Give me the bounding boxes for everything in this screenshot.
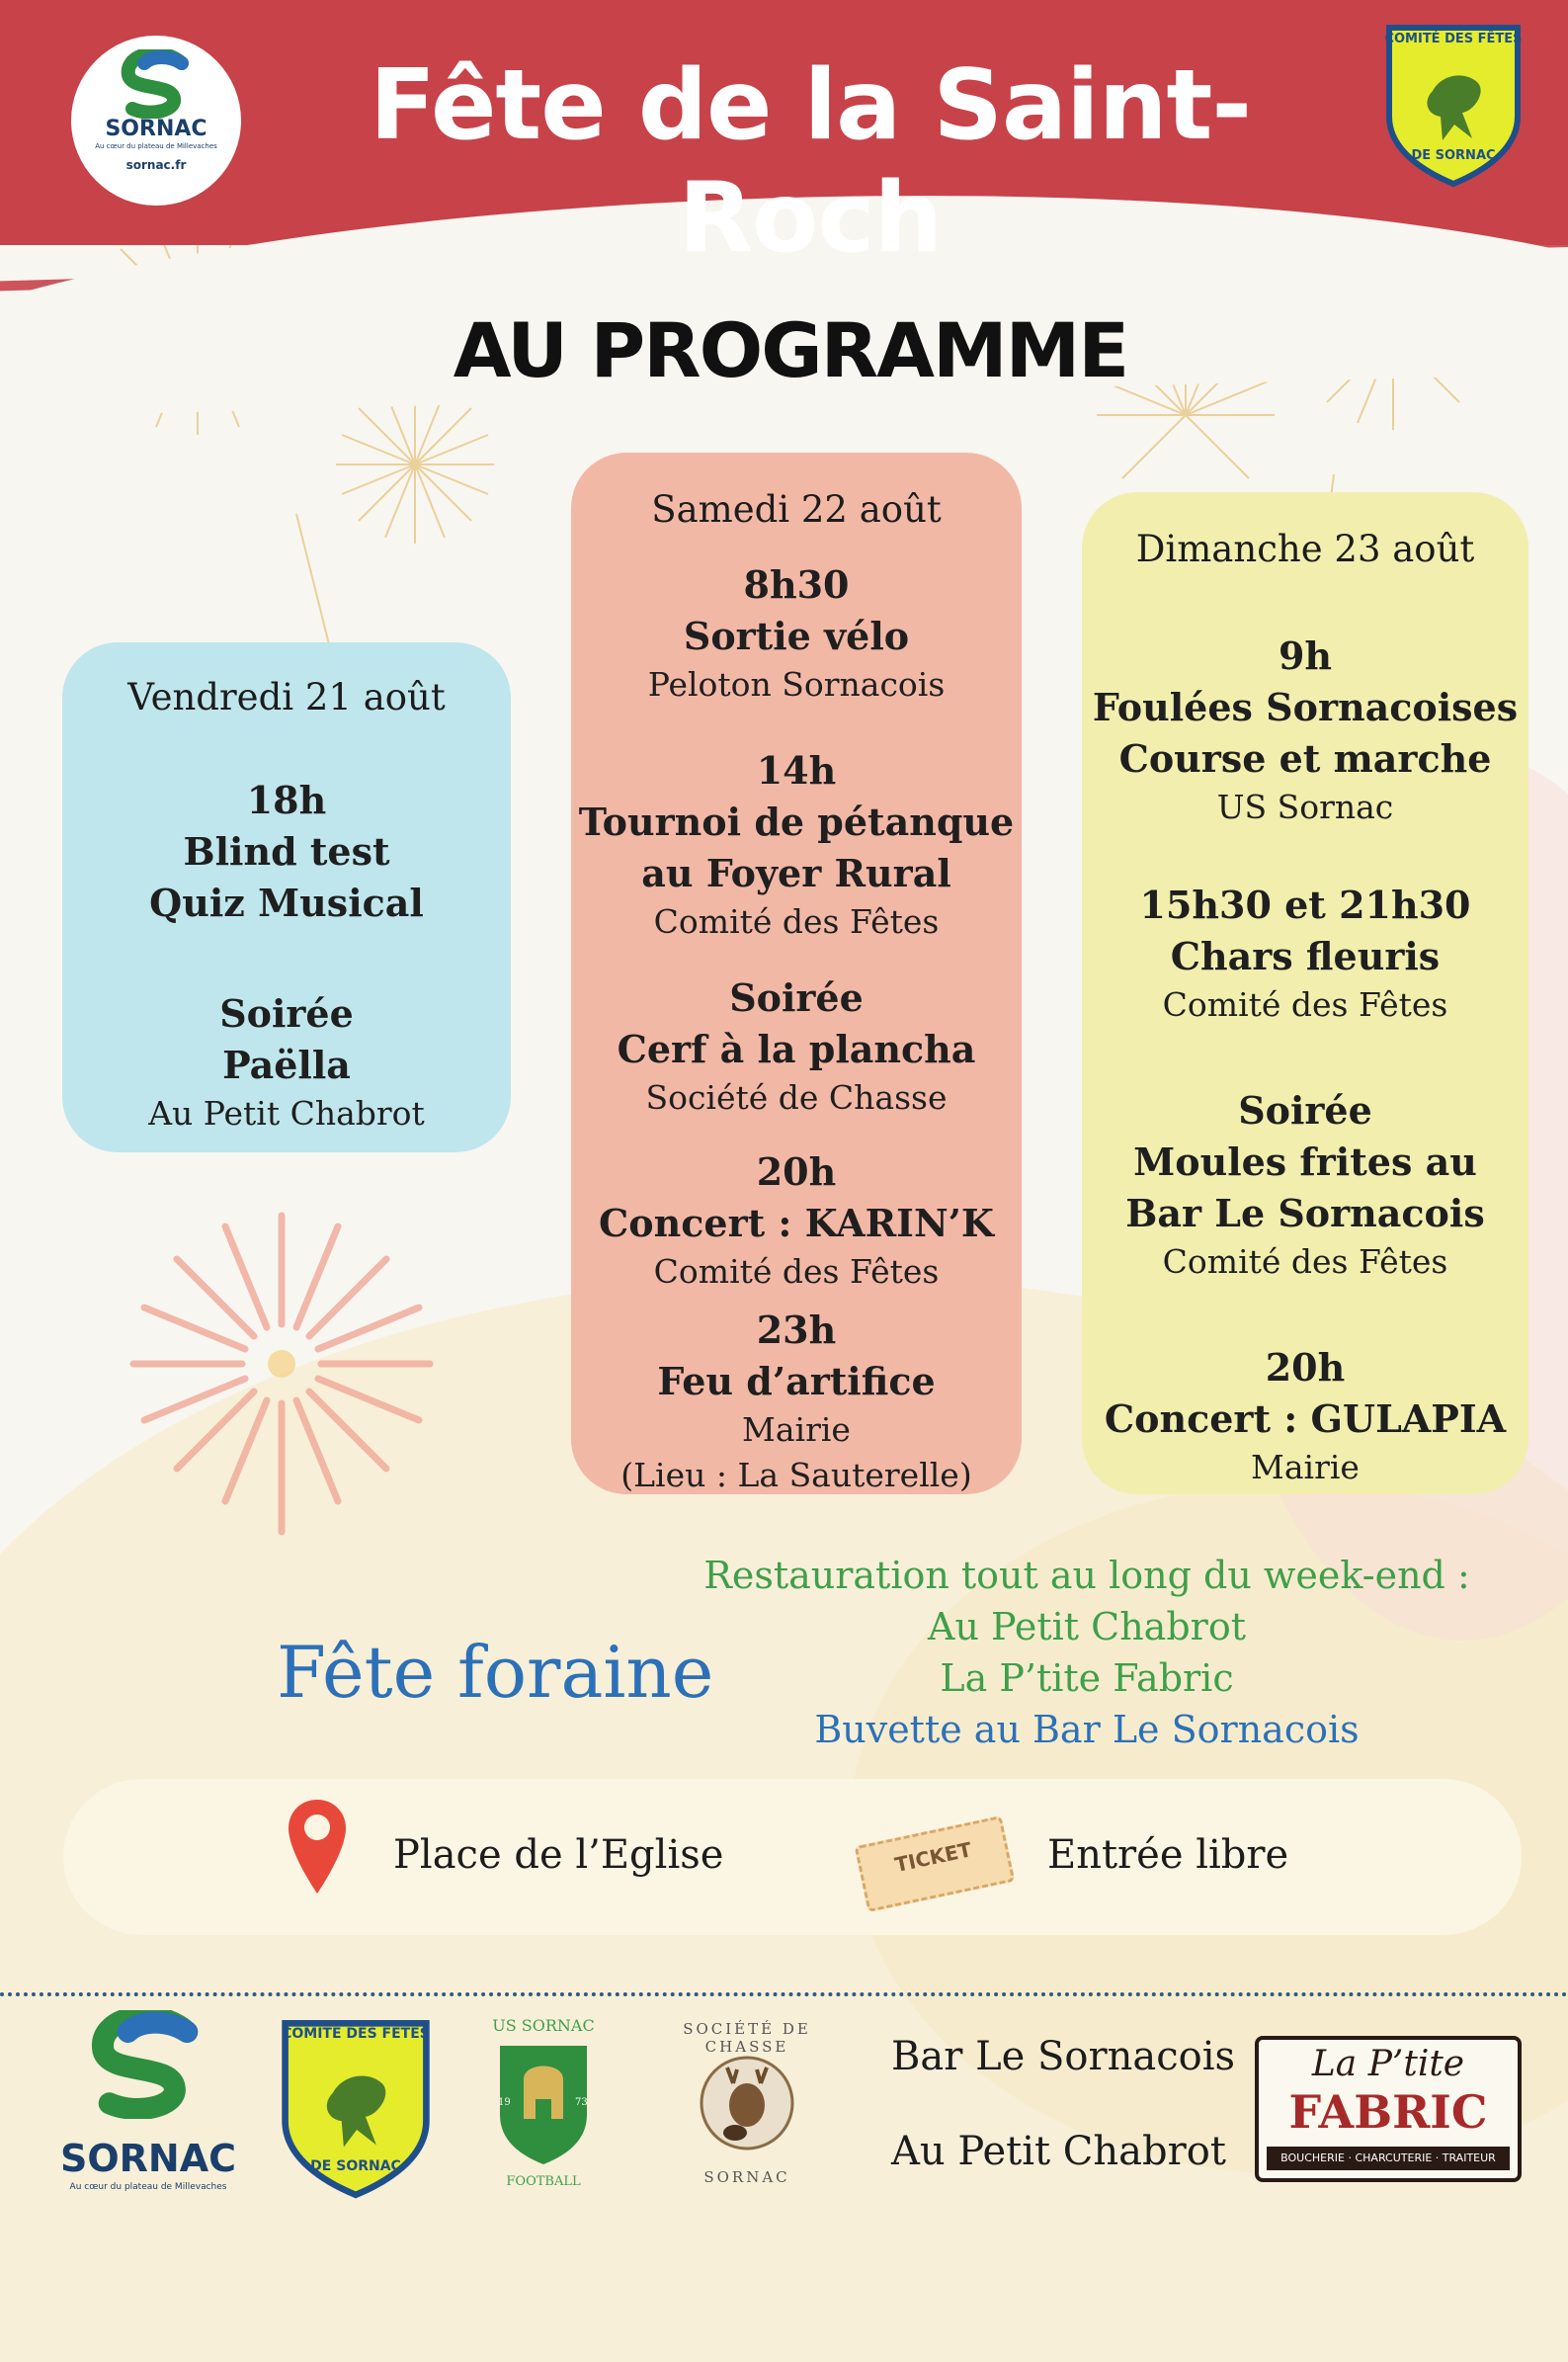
- event-line: Quiz Musical: [149, 881, 424, 925]
- footer-bar-sornacois: Bar Le Sornacois: [891, 2034, 1236, 2079]
- info-bar: [63, 1779, 1522, 1935]
- event-feu-artifice: [571, 1305, 1022, 1498]
- card-saturday: [571, 453, 1022, 1494]
- event-moules-frites: [1082, 1085, 1528, 1285]
- event-petanque: [571, 745, 1022, 945]
- event-line: Moules frites au: [1133, 1139, 1477, 1184]
- entry-text: Entrée libre: [1047, 1832, 1289, 1878]
- sornac-logo-tagline: Au cœur du plateau de Millevaches: [95, 142, 217, 150]
- event-foulees: [1082, 631, 1528, 830]
- event-organizer: Mairie: [742, 1410, 851, 1449]
- event-line: Feu d’artifice: [657, 1359, 936, 1403]
- event-organizer: Au Petit Chabrot: [148, 1094, 425, 1133]
- footer-comite-top: COMITÉ DES FÊTES: [282, 2026, 430, 2042]
- us-sornac-year-right: 73: [575, 2097, 588, 2108]
- event-time: 14h: [756, 748, 837, 793]
- restauration-title: Restauration tout au long du week-end :: [703, 1554, 1470, 1597]
- event-time: 9h: [1278, 633, 1333, 678]
- us-sornac-bottom: FOOTBALL: [506, 2174, 581, 2189]
- footer-comite-bottom: DE SORNAC: [310, 2158, 401, 2174]
- event-line: au Foyer Rural: [641, 851, 951, 895]
- deer-icon: [698, 2054, 796, 2152]
- event-time: 8h30: [743, 562, 850, 607]
- event-line: Paëlla: [222, 1043, 351, 1087]
- footer-sornac-tagline: Au cœur du plateau de Millevaches: [69, 2182, 227, 2192]
- event-time: 23h: [756, 1308, 837, 1352]
- program-title: AU PROGRAMME: [453, 306, 1128, 394]
- footer-divider: [0, 1992, 1568, 1996]
- event-line: Blind test: [183, 829, 390, 874]
- fabric-sub: BOUCHERIE · CHARCUTERIE · TRAITEUR: [1267, 2147, 1510, 2170]
- event-line: Concert : KARIN’K: [599, 1201, 994, 1245]
- event-organizer: Comité des Fêtes: [653, 902, 940, 941]
- event-time: 20h: [756, 1149, 837, 1194]
- event-line: Course et marche: [1118, 736, 1492, 781]
- fabric-name: FABRIC: [1288, 2085, 1488, 2139]
- event-line: Concert : GULAPIA: [1104, 1396, 1507, 1441]
- event-note: (Lieu : La Sauterelle): [620, 1456, 972, 1494]
- restauration-place: La P’tite Fabric: [940, 1656, 1234, 1700]
- day-title: Samedi 22 août: [651, 488, 942, 531]
- page-title: Fête de la Saint-Roch: [369, 49, 1252, 275]
- event-line: Chars fleuris: [1170, 934, 1441, 978]
- event-paella: [62, 988, 511, 1137]
- footer-sornac-name: SORNAC: [59, 2137, 237, 2180]
- event-line: Soirée: [729, 975, 864, 1020]
- restauration-block: [662, 1550, 1512, 1755]
- event-line: Sortie vélo: [683, 614, 910, 658]
- day-title: Dimanche 23 août: [1135, 528, 1475, 570]
- footer-comite-badge: [279, 2014, 433, 2202]
- event-line: Cerf à la plancha: [617, 1027, 976, 1071]
- sornac-s-icon: [113, 49, 202, 119]
- sornac-logo: [71, 36, 241, 206]
- sornac-logo-url: sornac.fr: [125, 158, 187, 172]
- footer-us-sornac-logo: [484, 2016, 603, 2194]
- location-pin-icon: [285, 1797, 350, 1896]
- event-line: Soirée: [219, 991, 354, 1036]
- comite-badge: [1383, 22, 1524, 188]
- fete-foraine-label: Fête foraine: [277, 1631, 714, 1714]
- card-sunday: [1082, 492, 1528, 1494]
- event-chars-fleuris: [1082, 880, 1528, 1028]
- location-text: Place de l’Eglise: [393, 1832, 724, 1878]
- event-sortie-velo: [571, 559, 1022, 708]
- event-time: 20h: [1265, 1345, 1346, 1390]
- day-title: Vendredi 21 août: [127, 676, 446, 718]
- event-concert-gulapia: [1082, 1342, 1528, 1490]
- restauration-place: Au Petit Chabrot: [928, 1605, 1246, 1648]
- event-organizer: Comité des Fêtes: [1162, 1242, 1448, 1281]
- event-line: Bar Le Sornacois: [1125, 1191, 1485, 1235]
- footer-sornac-logo: [59, 2010, 237, 2198]
- chasse-bottom: SORNAC: [703, 2168, 790, 2186]
- footer-fabric-logo: [1255, 2036, 1522, 2182]
- event-time: 15h30 et 21h30: [1139, 883, 1471, 927]
- event-organizer: US Sornac: [1216, 788, 1394, 826]
- event-organizer: Société de Chasse: [645, 1078, 948, 1117]
- chasse-top: SOCIÉTÉ DE CHASSE: [683, 2020, 811, 2056]
- event-time: 18h: [246, 778, 327, 822]
- ticket-label: TICKET: [892, 1837, 974, 1878]
- us-sornac-year-left: 19: [498, 2097, 511, 2108]
- event-line: Foulées Sornacoises: [1092, 685, 1519, 729]
- card-friday: [62, 642, 511, 1152]
- sornac-s-icon: [59, 2010, 237, 2119]
- footer-petit-chabrot: Au Petit Chabrot: [891, 2129, 1226, 2174]
- event-concert-karink: [571, 1146, 1022, 1295]
- event-blind-test: [62, 775, 511, 929]
- event-line: Soirée: [1238, 1088, 1372, 1133]
- event-organizer: Peloton Sornacois: [647, 665, 946, 704]
- event-organizer: Comité des Fêtes: [653, 1252, 940, 1291]
- sornac-logo-name: SORNAC: [105, 117, 207, 141]
- event-line: Tournoi de pétanque: [578, 800, 1015, 844]
- footer-chasse-logo: [660, 2020, 834, 2194]
- restauration-buvette: Buvette au Bar Le Sornacois: [814, 1708, 1360, 1751]
- event-cerf-plancha: [571, 972, 1022, 1121]
- event-organizer: Mairie: [1251, 1448, 1360, 1486]
- event-organizer: Comité des Fêtes: [1162, 985, 1448, 1024]
- comite-badge-bottom: DE SORNAC: [1411, 148, 1496, 163]
- comite-badge-top: COMITÉ DES FÊTES: [1384, 32, 1523, 46]
- fabric-script: La P’tite: [1311, 2044, 1465, 2084]
- us-sornac-top: US SORNAC: [492, 2016, 595, 2035]
